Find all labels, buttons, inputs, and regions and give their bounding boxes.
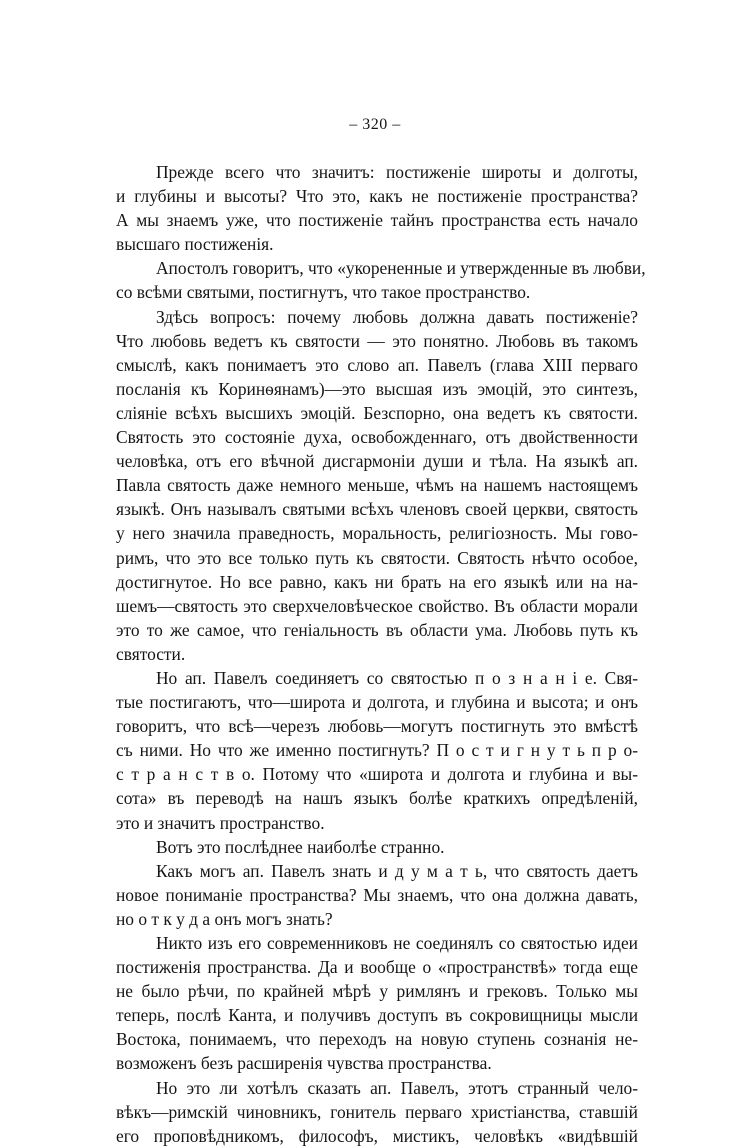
text-line: новое пониманіе пространства? Мы знаемъ, что она должна давать,: [116, 884, 638, 905]
text-line: сота» въ переводѣ на нашъ языкъ болѣе краткихъ опредѣленій,: [116, 788, 638, 809]
text-line: теперь, послѣ Канта, и получивъ доступъ въ сокровищницы мысли: [116, 1005, 638, 1026]
text-line: съ ними. Но что же именно постигнуть? П о с т и г н у т ь п р о-: [116, 740, 638, 761]
text-line: Здѣсь вопросъ: почему любовь должна давать постиженіе?: [156, 306, 638, 327]
text-line: Что любовь ведетъ къ святости — это понятно. Любовь въ такомъ: [116, 330, 638, 351]
page-number: – 320 –: [349, 116, 401, 133]
text-line: посланія къ Коринѳянамъ)—это высшая изъ эмоцій, это синтезъ,: [116, 378, 638, 399]
text-line: шемъ—святость это сверхчеловѣческое свойство. Въ области морали: [116, 595, 638, 616]
text-line: Никто изъ его современниковъ не соединялъ со святостью идеи: [156, 933, 638, 953]
body-text: [116, 160, 646, 1148]
text-line: это то же самое, что геніальность въ области ума. Любовь путь къ: [116, 619, 638, 640]
text-line: римъ, что это все только путь къ святости. Святость нѣчто особое,: [116, 547, 638, 568]
text-line: Но это ли хотѣлъ сказать ап. Павелъ, этотъ странный чело-: [156, 1077, 638, 1098]
text-line: Святость это состояніе духа, освобожденнаго, отъ двойственности: [116, 427, 638, 448]
text-line: говоритъ, что всѣ—черезъ любовь—могутъ постигнуть это вмѣстѣ: [116, 716, 638, 737]
text-line: Апостолъ говоритъ, что «укорененные и утвержденные въ любви,: [156, 258, 646, 279]
text-line: смыслѣ, какъ понимаетъ это слово ап. Павелъ (глава XIII перваго: [116, 354, 638, 375]
text-line: и глубины и высоты? Что это, какъ не постиженіе пространства?: [116, 186, 638, 207]
text-line: не было рѣчи, по крайней мѣрѣ у римлянъ и грековъ. Только мы: [116, 981, 638, 1002]
text-line: но о т к у д а онъ могъ знать?: [116, 908, 333, 929]
text-line: постиженія пространства. Да и вообще о «пространствѣ» тогда еще: [116, 957, 638, 978]
text-line: Но ап. Павелъ соединяетъ со святостью п о з н а н і е. Свя-: [156, 667, 638, 688]
text-line: Вотъ это послѣднее наиболѣе странно.: [156, 836, 445, 857]
text-line: это и значитъ пространство.: [116, 812, 325, 833]
text-line: Прежде всего что значитъ: постиженіе широты и долготы,: [156, 162, 638, 182]
text-line: у него значила праведность, моральность, религіозность. Мы гово-: [116, 523, 638, 544]
text-line: Востока, понимаемъ, что переходъ на новую ступень сознанія не-: [116, 1029, 638, 1050]
text-line: вѣкъ—римскій чиновникъ, гонитель перваго христіанства, ставшій: [116, 1101, 638, 1122]
text-line: А мы знаемъ уже, что постиженіе тайнъ пространства есть начало: [116, 210, 638, 231]
text-line: языкѣ. Онъ называлъ святыми всѣхъ членовъ своей церкви, святость: [116, 499, 638, 520]
text-line: святости.: [116, 643, 186, 664]
text-line: Какъ могъ ап. Павелъ знать и д у м а т ь, что святость даетъ: [156, 860, 638, 881]
text-line: возможенъ безъ расширенія чувства пространства.: [116, 1053, 492, 1074]
text-line: тые постигаютъ, что—широта и долгота, и глубина и высота; и онъ: [116, 692, 638, 713]
text-line: Павла святость даже немного меньше, чѣмъ на нашемъ настоящемъ: [116, 475, 638, 496]
text-line: достигнутое. Но все равно, какъ ни брать на его языкѣ или на на-: [116, 571, 638, 592]
text-line: с т р а н с т в о. Потому что «широта и долгота и глубина и вы-: [116, 764, 638, 785]
text-line: человѣка, отъ его вѣчной дисгармоніи души и тѣла. На языкѣ ап.: [116, 451, 638, 472]
text-line: высшаго постиженія.: [116, 234, 274, 255]
text-line: его проповѣдникомъ, философъ, мистикъ, человѣкъ «видѣвшій: [116, 1125, 638, 1146]
text-line: со всѣми святыми, постигнутъ, что такое пространство.: [116, 282, 531, 303]
text-line: сліяніе всѣхъ высшихъ эмоцій. Безспорно, она ведетъ къ святости.: [116, 402, 638, 423]
